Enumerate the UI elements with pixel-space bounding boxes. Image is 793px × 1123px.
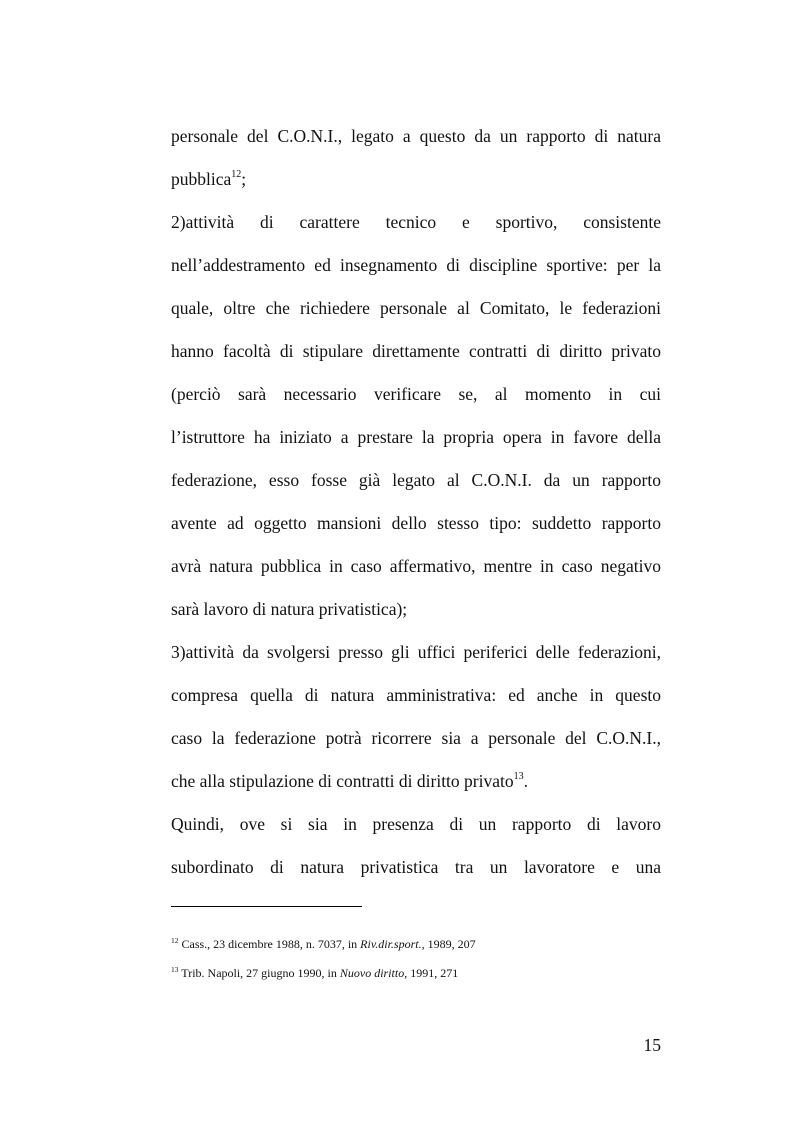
text-line: avrà natura pubblica in caso affermativo, mentre in caso negativo bbox=[171, 556, 661, 576]
text-line: Quindi, ove si sia in presenza di un rapporto di lavoro bbox=[171, 814, 661, 834]
text-line: hanno facoltà di stipulare direttamente contratti di diritto privato bbox=[171, 341, 661, 361]
text-line: avente ad oggetto mansioni dello stesso tipo: suddetto rapporto bbox=[171, 513, 661, 533]
text-line: personale del C.O.N.I., legato a questo da un rapporto di natura bbox=[171, 126, 661, 146]
footnote-number: 12 bbox=[171, 936, 179, 945]
footnote-number: 13 bbox=[171, 965, 179, 974]
text-line: sarà lavoro di natura privatistica); bbox=[171, 599, 408, 619]
text-line: 2)attività di carattere tecnico e sportivo, consistente bbox=[171, 212, 661, 232]
text-line: compresa quella di natura amministrativa: ed anche in questo bbox=[171, 685, 661, 705]
footnote-text: , 1989, 207 bbox=[421, 937, 476, 951]
page-number: 15 bbox=[643, 1035, 661, 1055]
text-line: (perciò sarà necessario verificare se, al momento in cui bbox=[171, 384, 661, 404]
footnote-ref-12[interactable]: 12 bbox=[231, 169, 242, 180]
footnote-text: , 1991, 271 bbox=[404, 966, 459, 980]
footnote-ref-13[interactable]: 13 bbox=[513, 771, 524, 782]
footnote-12 bbox=[171, 937, 476, 951]
text-line: caso la federazione potrà ricorrere sia a personale del C.O.N.I., bbox=[171, 728, 661, 748]
text-line: nell’addestramento ed insegnamento di discipline sportive: per la bbox=[171, 255, 661, 275]
text-line: quale, oltre che richiedere personale al Comitato, le federazioni bbox=[171, 298, 661, 318]
text-fragment: che alla stipulazione di contratti di diritto privato bbox=[171, 771, 514, 791]
text-line: federazione, esso fosse già legato al C.O.N.I. da un rapporto bbox=[171, 470, 661, 490]
footnote-journal: Riv.dir.sport. bbox=[360, 937, 422, 951]
text-fragment: pubblica bbox=[171, 169, 232, 189]
text-fragment: ; bbox=[241, 169, 247, 189]
text-line: l’istruttore ha iniziato a prestare la propria opera in favore della bbox=[171, 427, 661, 447]
footnote-separator bbox=[171, 906, 362, 907]
footnote-text: Trib. Napoli, 27 giugno 1990, in bbox=[178, 966, 340, 980]
text-line bbox=[171, 762, 661, 805]
body-text bbox=[171, 117, 661, 891]
footnote-text: Cass., 23 dicembre 1988, n. 7037, in bbox=[178, 937, 361, 951]
text-line: 3)attività da svolgersi presso gli uffici periferici delle federazioni, bbox=[171, 642, 661, 662]
text-line: subordinato di natura privatistica tra un lavoratore e una bbox=[171, 857, 661, 877]
footnote-13 bbox=[171, 966, 458, 980]
footnote-journal: Nuovo diritto bbox=[339, 966, 405, 980]
text-line bbox=[171, 160, 661, 203]
text-fragment: . bbox=[523, 771, 528, 791]
